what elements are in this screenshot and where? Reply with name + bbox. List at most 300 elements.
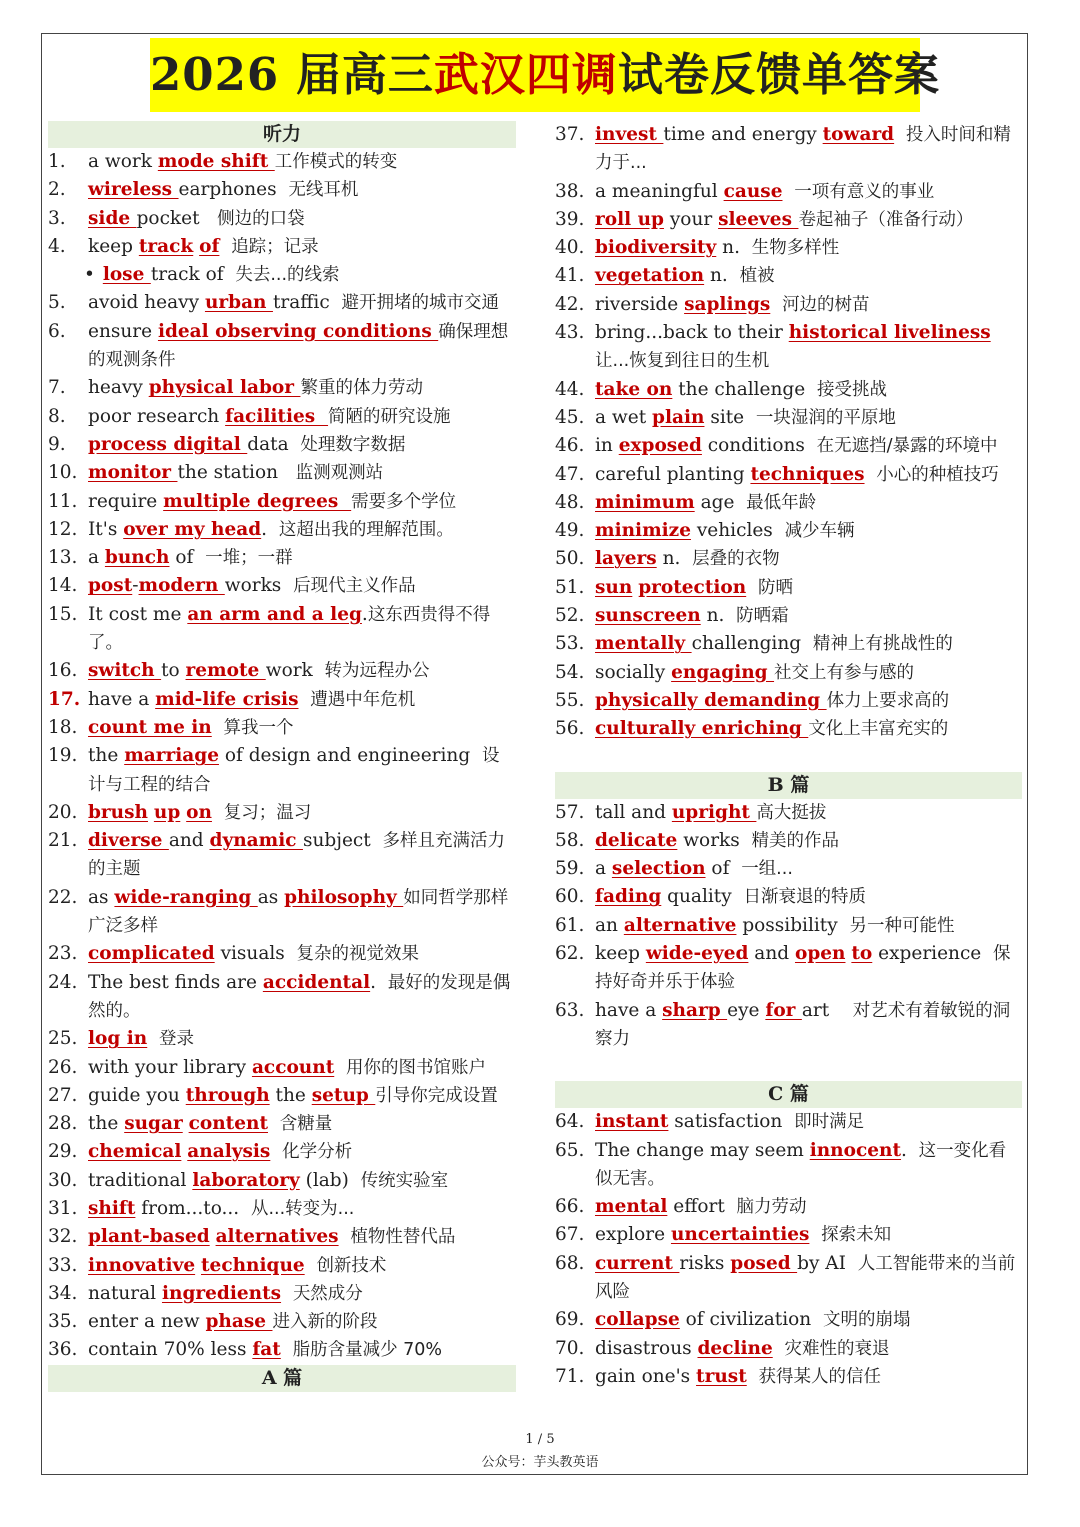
item-number: 39. (555, 208, 585, 230)
item-text: It's (88, 518, 124, 540)
item-text (270, 1141, 282, 1162)
vocab-item (48, 1138, 516, 1166)
item-number: 41. (555, 265, 585, 287)
chinese-translation: 这超出我的理解范围。 (278, 519, 454, 540)
item-number: 46. (555, 435, 585, 457)
chinese-translation: 对艺术有着敏锐的洞察力 (595, 1000, 1011, 1049)
vocab-item (555, 715, 1022, 743)
item-text: . (370, 971, 388, 993)
chinese-translation: 确保理想的观测条件 (88, 321, 509, 371)
chinese-translation: 避开拥堵的城市交通 (341, 293, 499, 314)
chinese-translation: 如同哲学那样广泛多样 (88, 887, 509, 937)
item-text (747, 1366, 759, 1387)
answer-keyword: techniques (750, 463, 865, 485)
answer-keyword: lose (102, 264, 151, 286)
item-text: of design and engineering (218, 745, 482, 767)
vocab-item (555, 206, 1022, 234)
answer-keyword: analysis (187, 1141, 271, 1163)
item-text: the (269, 1084, 312, 1106)
vocab-item (555, 1193, 1022, 1221)
vocab-item (555, 291, 1022, 319)
chinese-translation: 卷起袖子（准备行动） (798, 209, 974, 230)
chinese-translation: 防晒霜 (736, 606, 789, 627)
answer-keyword: culturally enriching (595, 718, 809, 740)
answer-keyword: posed (730, 1252, 798, 1274)
answer-keyword: on (186, 801, 212, 823)
item-number: 22. (48, 886, 78, 908)
chinese-translation: 脂肪含量减少 70% (292, 1340, 443, 1361)
chinese-translation: 河边的树苗 (782, 294, 870, 315)
item-text: bring...back to their (595, 322, 789, 344)
vocab-item (555, 659, 1022, 687)
item-text (746, 577, 758, 598)
chinese-translation: 设计与工程的结合 (88, 746, 500, 795)
answer-keyword: monitor (88, 462, 178, 484)
item-text: by AI (797, 1252, 858, 1274)
vocab-item (48, 1223, 516, 1251)
item-number: 26. (48, 1056, 78, 1078)
vocab-item (555, 1335, 1022, 1363)
answer-keyword: collapse (595, 1309, 680, 1331)
item-text: . (361, 603, 368, 625)
answer-keyword: roll up (595, 208, 664, 230)
section-spacer (555, 744, 1022, 772)
item-number: 28. (48, 1113, 78, 1135)
item-number: 17. (48, 688, 81, 710)
vocab-item (555, 574, 1022, 602)
section-spacer (555, 1053, 1022, 1081)
item-number: • (84, 264, 95, 286)
answer-keyword: sunscreen (595, 605, 701, 627)
answer-keyword: minimize (595, 520, 691, 542)
item-number: 50. (555, 548, 585, 570)
item-text: heavy (88, 377, 149, 399)
chinese-translation: 日渐衰退的特质 (743, 887, 866, 908)
item-number: 55. (555, 689, 585, 711)
item-number: 5. (48, 292, 66, 314)
answer-keyword: exposed (618, 435, 702, 457)
answer-keyword: dynamic (209, 830, 303, 852)
vocab-item (48, 544, 516, 572)
item-text (281, 1283, 293, 1304)
chinese-translation: 侧边的口袋 (217, 208, 305, 229)
chinese-translation: 用你的图书馆账户 (346, 1057, 487, 1078)
item-text (305, 1255, 317, 1276)
item-text (339, 1226, 351, 1247)
vocab-item (48, 459, 516, 487)
item-text: pocket (136, 207, 218, 229)
vocab-item (48, 1167, 516, 1195)
item-text: in (595, 435, 619, 457)
vocab-item (48, 1308, 516, 1336)
vocab-item (555, 234, 1022, 262)
item-text: work (265, 660, 325, 682)
chinese-translation: 获得某人的信任 (758, 1366, 882, 1387)
answer-keyword: engaging (671, 661, 775, 683)
answer-keyword: marriage (124, 745, 219, 767)
answer-keyword: mode shift (157, 151, 275, 172)
answer-keyword: minimum (595, 491, 695, 513)
vocab-item (48, 799, 516, 827)
item-text: your (663, 208, 719, 230)
vocab-item (555, 545, 1022, 573)
item-text: as (257, 886, 285, 908)
item-text: the (88, 1113, 125, 1135)
item-number: 69. (555, 1309, 585, 1331)
item-text (219, 236, 231, 257)
item-number: 9. (48, 433, 66, 455)
answer-keyword: fat (252, 1339, 281, 1361)
item-text: require (88, 490, 164, 512)
chinese-translation: 接受挑战 (816, 379, 887, 400)
chinese-translation: 生物多样性 (751, 238, 840, 259)
vocab-item (48, 1110, 516, 1138)
vocab-item (48, 233, 516, 261)
vocab-item (555, 687, 1022, 715)
chinese-translation: 精美的作品 (751, 830, 840, 851)
item-text: risks (679, 1252, 731, 1274)
item-text: experience (872, 943, 994, 965)
answer-keyword: mid-life crisis (155, 688, 299, 710)
answer-keyword: historical liveliness (788, 322, 991, 344)
item-text: n. (704, 265, 740, 287)
item-number: 13. (48, 547, 78, 569)
chinese-translation: 脑力劳动 (736, 1197, 807, 1218)
chinese-translation: 防晒 (757, 577, 793, 598)
chinese-translation: 另一种可能性 (849, 915, 955, 936)
chinese-translation: 减少车辆 (784, 521, 855, 542)
vocab-item (555, 1137, 1022, 1194)
chinese-translation: 处理数字数据 (300, 434, 406, 455)
item-number: 59. (555, 858, 585, 880)
answer-keyword: of (199, 235, 220, 257)
item-text: with your library (88, 1056, 252, 1078)
chinese-translation: 植被 (739, 266, 775, 287)
item-number: 60. (555, 886, 585, 908)
answer-keyword: content (188, 1113, 268, 1135)
answer-keyword: side (88, 207, 137, 229)
item-text: track of (150, 264, 236, 286)
vocab-item (48, 318, 516, 375)
answer-keyword: vegetation (595, 265, 705, 287)
item-number: 47. (555, 463, 585, 485)
answer-keyword: log in (88, 1028, 148, 1050)
item-number: 4. (48, 235, 66, 257)
vocab-item (48, 1336, 516, 1364)
answer-keyword: process digital (88, 433, 248, 455)
item-text: a work (88, 151, 158, 172)
vocab-item (555, 489, 1022, 517)
answer-keyword: wide-ranging (114, 886, 258, 908)
chinese-translation: 在无遮挡/暴露的环境中 (816, 436, 998, 457)
vocab-item (48, 601, 516, 658)
item-number: 71. (555, 1365, 585, 1387)
vocab-item (555, 602, 1022, 630)
item-text (782, 181, 794, 202)
chinese-translation: 后现代主义作品 (293, 576, 416, 597)
chinese-translation: 复杂的视觉效果 (296, 944, 420, 965)
item-number: 1. (48, 151, 66, 172)
chinese-translation: 文化上丰富充实的 (808, 719, 949, 740)
item-text: works (224, 575, 294, 597)
chinese-translation: 一块湿润的平原地 (755, 407, 896, 428)
item-text: socially (595, 661, 672, 683)
item-text: challenging (691, 633, 813, 655)
vocab-item (48, 1082, 516, 1110)
answer-keyword: mental (595, 1196, 668, 1218)
item-text: enter a new (88, 1311, 206, 1333)
answer-keyword: an arm and a leg (187, 603, 362, 625)
answer-keyword: innocent (809, 1139, 902, 1161)
item-text: keep (88, 235, 139, 257)
item-text (212, 717, 224, 738)
answer-keyword: take on (595, 378, 673, 400)
item-number: 34. (48, 1282, 78, 1304)
chinese-translation: 这一变化看似无害。 (595, 1140, 1007, 1189)
item-number: 14. (48, 575, 78, 597)
answer-keyword: remote (185, 660, 266, 682)
item-number: 64. (555, 1111, 585, 1133)
item-number: 56. (555, 718, 585, 740)
answer-keyword: sleeves (718, 208, 799, 230)
chinese-translation: 体力上要求高的 (826, 690, 950, 711)
vocab-item (48, 1054, 516, 1082)
section-header: B 篇 (555, 772, 1022, 799)
section-header: 听力 (48, 121, 516, 148)
answer-keyword: wireless (88, 179, 179, 201)
chinese-translation: 层叠的衣物 (692, 549, 780, 570)
item-text: poor research (88, 405, 226, 427)
item-text: of (169, 547, 206, 569)
item-text: satisfaction (668, 1111, 795, 1133)
answer-keyword: post (88, 575, 133, 597)
chinese-translation: 追踪；记录 (231, 236, 319, 257)
chinese-translation: 算我一个 (223, 717, 294, 738)
item-text: as (88, 886, 115, 908)
item-text: n. (716, 237, 752, 259)
chinese-translation: 创新技术 (316, 1255, 387, 1276)
answer-keyword: modern (138, 575, 225, 597)
item-number: 66. (555, 1196, 585, 1218)
item-number: 43. (555, 322, 585, 344)
item-number: 24. (48, 971, 78, 993)
answer-keyword: switch (88, 660, 162, 682)
item-number: 57. (555, 801, 585, 823)
vocab-item (555, 432, 1022, 460)
answer-keyword: trust (696, 1365, 747, 1387)
item-text: subject (302, 830, 383, 852)
answer-keyword: diverse (88, 830, 169, 852)
item-text: riverside (595, 293, 685, 315)
item-text: tall and (595, 801, 672, 823)
page-title (150, 38, 940, 112)
vocab-item (48, 488, 516, 516)
item-text: gain one's (595, 1365, 697, 1387)
item-text: visuals (214, 943, 297, 965)
vocab-item (48, 1195, 516, 1223)
item-text (991, 322, 1003, 343)
chinese-translation: 即时满足 (794, 1112, 865, 1133)
answer-keyword: wide-eyed (645, 943, 749, 965)
chinese-translation: 人工智能带来的当前风险 (595, 1253, 1016, 1302)
item-text: the station (177, 462, 296, 484)
item-text (147, 1028, 159, 1049)
answer-keyword: selection (611, 858, 706, 880)
item-text: have a (88, 688, 156, 710)
item-text: to (161, 660, 186, 682)
item-text: time and energy (663, 124, 823, 145)
item-number: 33. (48, 1254, 78, 1276)
item-text: the (88, 745, 125, 767)
item-number: 6. (48, 320, 66, 342)
item-text: a (88, 547, 105, 569)
item-number: 48. (555, 491, 585, 513)
vocab-item (555, 1306, 1022, 1334)
item-number: 45. (555, 406, 585, 428)
chinese-translation: 最好的发现是偶然的。 (88, 972, 511, 1021)
item-number: 68. (555, 1252, 585, 1274)
item-text: from...to... (135, 1197, 251, 1219)
chinese-translation: 文明的崩塌 (822, 1310, 911, 1331)
vocab-item (555, 1250, 1022, 1307)
item-number: 10. (48, 462, 78, 484)
item-text (809, 1224, 821, 1245)
chinese-translation: 需要多个学位 (351, 491, 457, 512)
item-number: 49. (555, 520, 585, 542)
item-text (281, 1339, 293, 1360)
item-number: 44. (555, 378, 585, 400)
item-text: avoid heavy (88, 292, 205, 314)
item-text: It cost me (88, 603, 188, 625)
answer-keyword: bunch (104, 547, 170, 569)
answer-keyword: mentally (595, 633, 692, 655)
item-text: traffic (272, 292, 342, 314)
chinese-translation: 登录 (159, 1029, 194, 1050)
item-text: natural (88, 1282, 162, 1304)
item-text: vehicles (690, 520, 785, 542)
answer-keyword: for (765, 999, 802, 1021)
vocab-item (48, 403, 516, 431)
chinese-translation: 精神上有挑战性的 (812, 634, 953, 655)
vocab-item (48, 205, 516, 233)
item-text: works (677, 829, 752, 851)
item-text: explore (595, 1224, 671, 1246)
item-number: 42. (555, 293, 585, 315)
item-number: 62. (555, 943, 585, 965)
item-number: 51. (555, 576, 585, 598)
answer-keyword: through (185, 1084, 270, 1106)
vocab-item (48, 884, 516, 941)
item-number: 65. (555, 1139, 585, 1161)
title-prefix: 2026 届高三 (150, 48, 434, 101)
item-text: traditional (88, 1169, 193, 1191)
item-number: 32. (48, 1226, 78, 1248)
item-number: 30. (48, 1169, 78, 1191)
item-text: eye (727, 999, 766, 1021)
answer-keyword: laboratory (192, 1169, 300, 1191)
item-text: careful planting (595, 463, 751, 485)
answer-keyword: sharp (662, 999, 728, 1021)
answer-keyword: accidental (262, 971, 371, 993)
chinese-translation: 一项有意义的事业 (794, 181, 935, 202)
vocab-item (555, 178, 1022, 206)
vocab-item (48, 374, 516, 402)
answer-keyword: fading (595, 886, 662, 908)
item-text: and (748, 943, 795, 965)
answer-keyword: alternatives (215, 1226, 339, 1248)
answer-keyword: invest (595, 124, 664, 145)
answer-keyword: shift (88, 1197, 136, 1219)
item-text: possibility (736, 914, 850, 936)
chinese-translation: 保持好奇并乐于体验 (595, 944, 1011, 993)
answer-keyword: brush (88, 801, 148, 823)
item-text: . (901, 1139, 919, 1161)
item-number: 52. (555, 605, 585, 627)
item-number: 70. (555, 1337, 585, 1359)
item-number: 67. (555, 1224, 585, 1246)
item-text: n. (700, 605, 737, 627)
item-text (268, 1113, 280, 1134)
chinese-translation: 简陋的研究设施 (328, 406, 451, 427)
chinese-translation: 多样且充满活力的主题 (88, 831, 505, 880)
chinese-translation: 探索未知 (821, 1225, 892, 1246)
item-text: The change may seem (595, 1139, 810, 1161)
answer-keyword: instant (595, 1111, 669, 1133)
vocab-item (555, 1221, 1022, 1249)
item-text: ensure (88, 320, 158, 342)
chinese-translation: 进入新的阶段 (272, 1312, 378, 1333)
answer-keyword: urban (204, 292, 273, 314)
section-header: A 篇 (48, 1365, 516, 1392)
item-number: 25. (48, 1028, 78, 1050)
chinese-translation: 高大挺拔 (756, 802, 827, 823)
item-text: . (261, 518, 279, 540)
item-text: quality (661, 886, 744, 908)
vocab-item (48, 827, 516, 884)
answer-keyword: delicate (595, 829, 678, 851)
item-number: 58. (555, 829, 585, 851)
answer-keyword: cause (723, 180, 783, 202)
left-column (48, 121, 516, 1392)
item-number: 3. (48, 207, 66, 229)
chinese-translation: 监测观测站 (295, 463, 384, 484)
item-number: 23. (48, 943, 78, 965)
item-number: 19. (48, 745, 78, 767)
answer-keyword: physically demanding (595, 689, 827, 711)
answer-keyword: sun (595, 576, 633, 598)
vocab-item (48, 516, 516, 544)
item-text: conditions (701, 435, 817, 457)
answer-keyword: complicated (88, 943, 215, 965)
item-number: 8. (48, 405, 66, 427)
vocab-item (48, 969, 516, 1026)
item-text: art (801, 999, 853, 1021)
vocab-item (555, 517, 1022, 545)
item-text (770, 294, 782, 315)
answer-keyword: philosophy (284, 886, 404, 908)
item-number: 20. (48, 801, 78, 823)
item-text: - (132, 575, 139, 597)
vocab-item (555, 997, 1022, 1054)
answer-keyword: layers (595, 548, 657, 570)
answer-keyword: facilities (225, 405, 329, 427)
chinese-translation: 一组... (741, 859, 793, 880)
vocab-item (48, 714, 516, 742)
answer-keyword: phase (205, 1311, 273, 1333)
answer-keyword: ingredients (161, 1282, 282, 1304)
chinese-translation: 失去...的线索 (235, 265, 340, 286)
item-number: 2. (48, 179, 66, 201)
